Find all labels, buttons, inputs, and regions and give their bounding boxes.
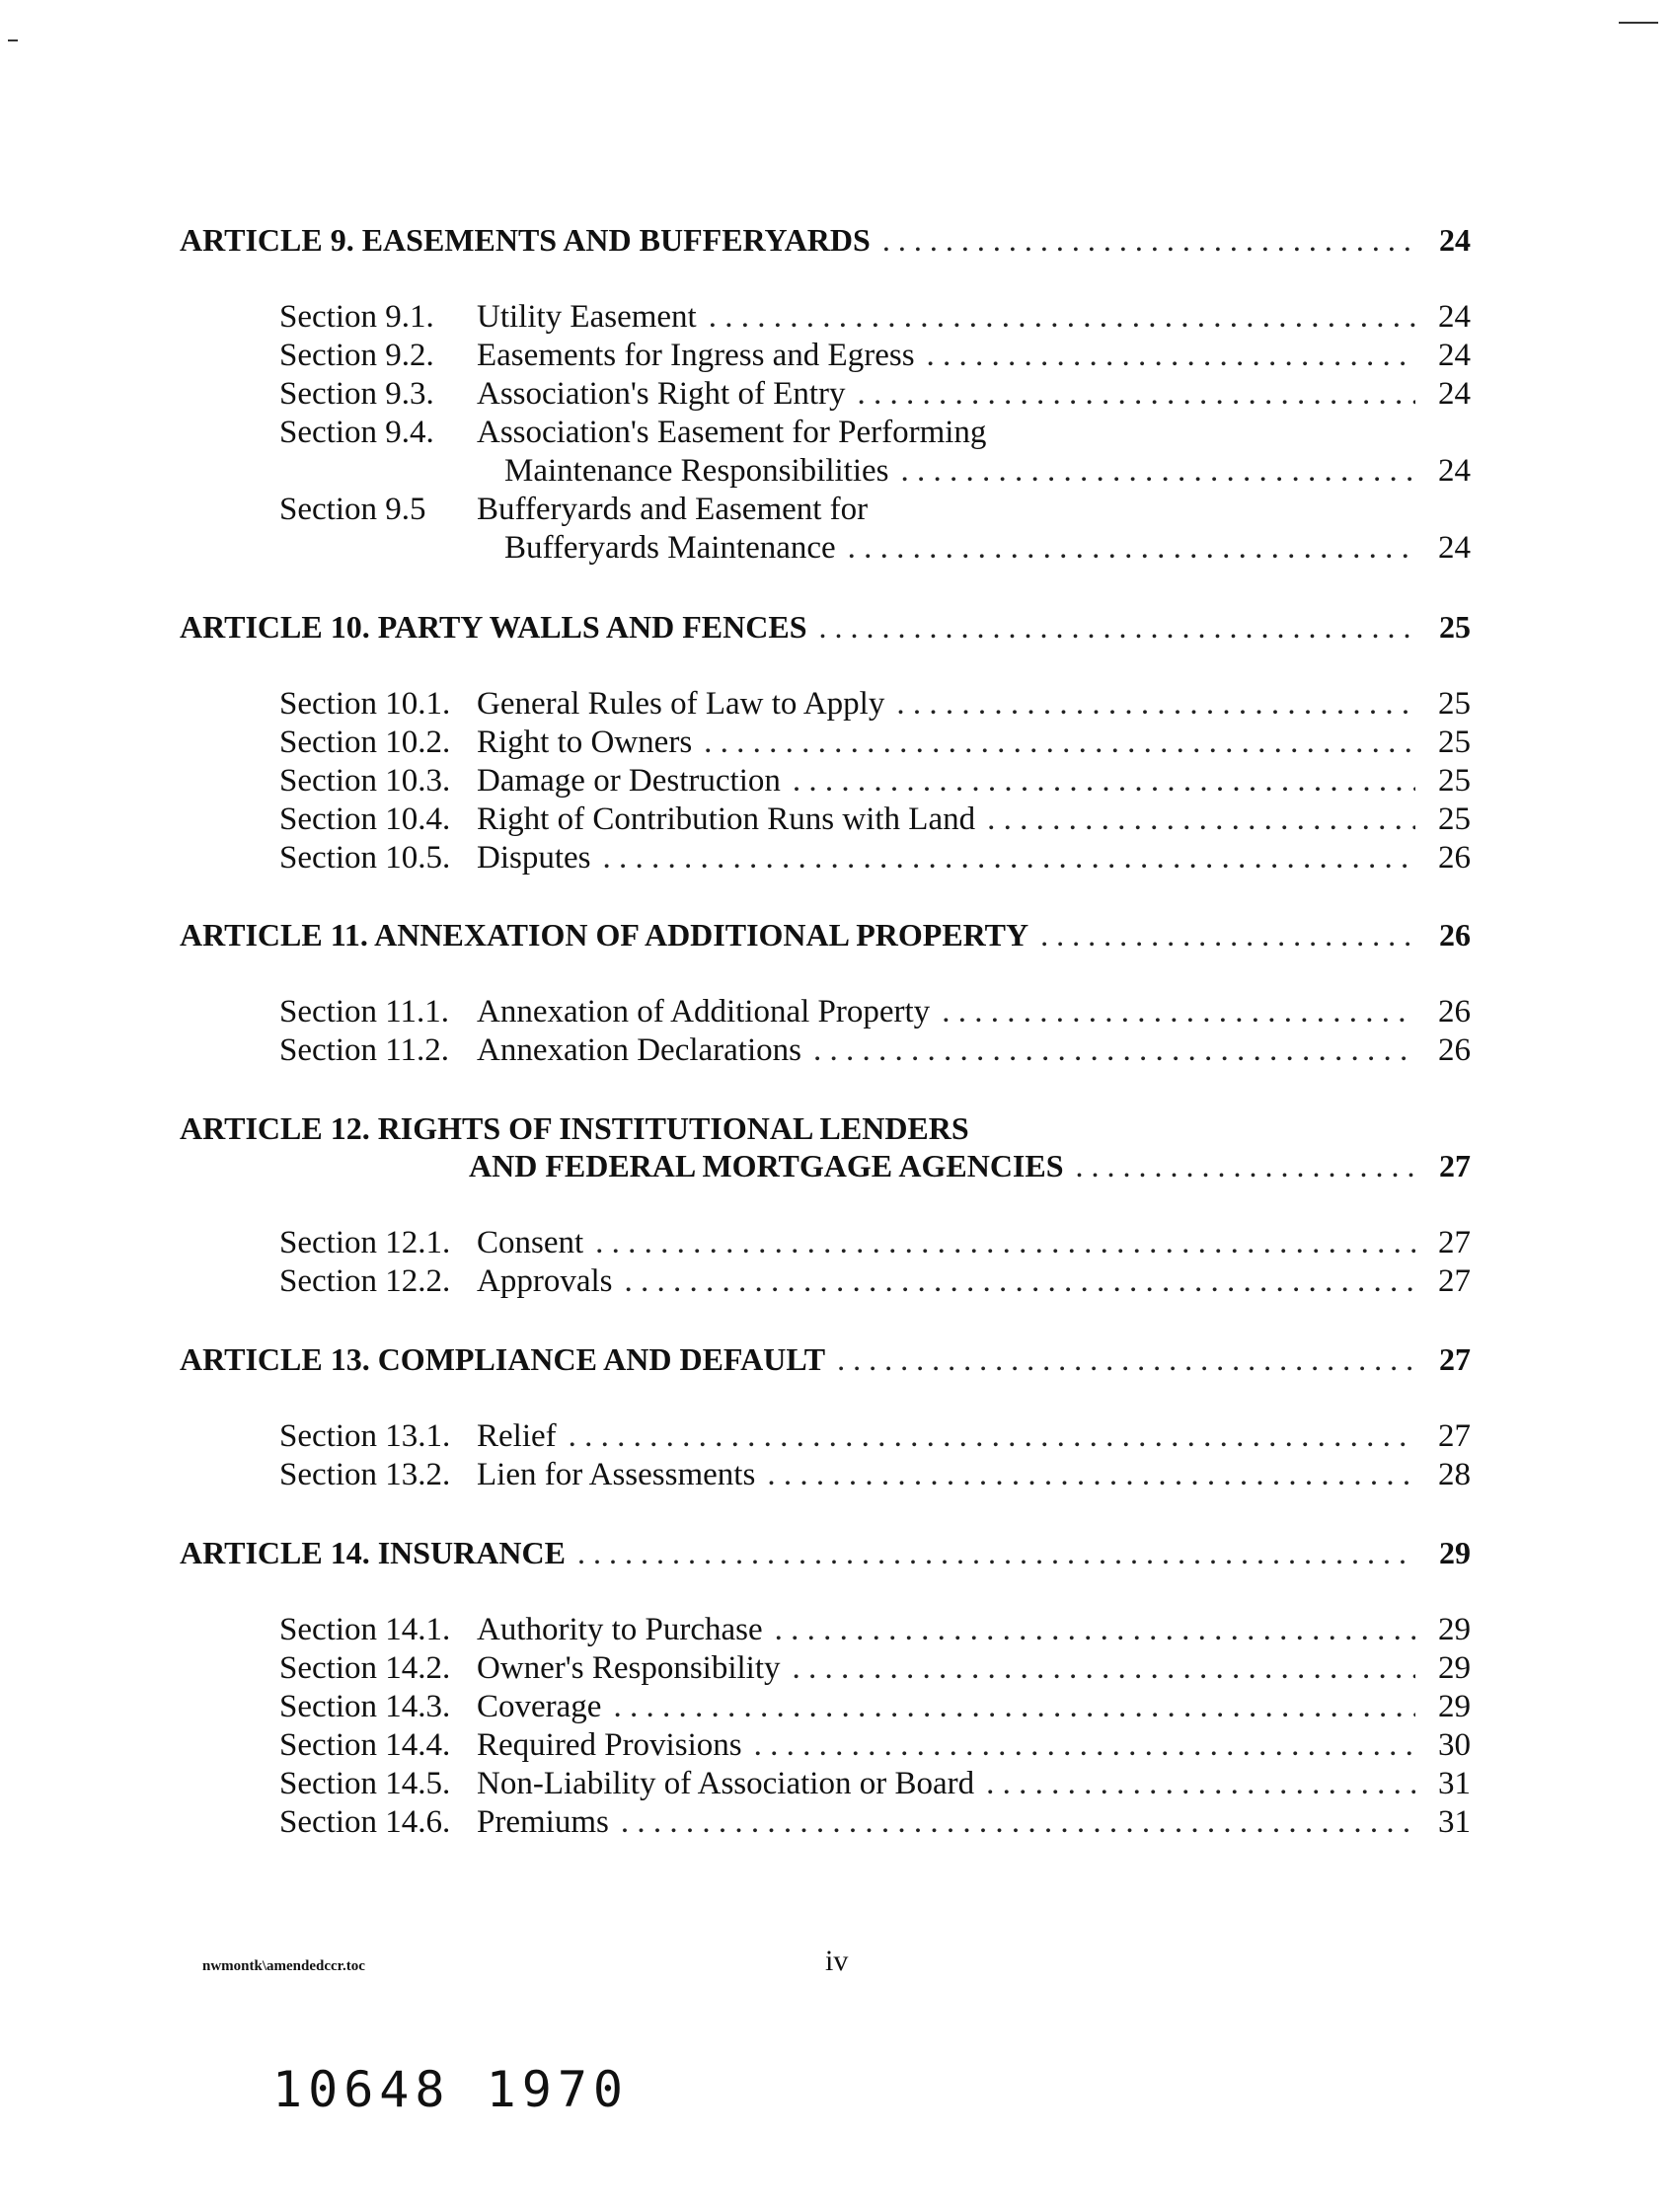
article-page-number: 24 (1439, 222, 1471, 258)
section-page-number: 25 (1438, 801, 1471, 837)
section-page-number: 31 (1438, 1804, 1471, 1840)
section-page-number: 25 (1438, 686, 1471, 722)
section-entry[interactable] (477, 993, 1471, 1030)
section-entry[interactable] (477, 1688, 1471, 1725)
section-page-number: 30 (1438, 1727, 1471, 1763)
section-title: Annexation Declarations (477, 1032, 801, 1068)
dot-leader (603, 839, 1416, 877)
section-number: Section 14.5. (279, 1766, 451, 1801)
section-entry[interactable] (477, 1611, 1471, 1648)
section-number: Section 13.2. (279, 1457, 451, 1492)
section-number: Section 14.6. (279, 1804, 451, 1840)
section-title: Authority to Purchase (477, 1612, 763, 1647)
recording-stamp: 10648 1970 (272, 2061, 630, 2118)
section-page-number: 24 (1438, 338, 1471, 373)
section-page-number: 24 (1438, 376, 1471, 412)
section-number: Section 14.3. (279, 1689, 451, 1724)
dot-leader (1076, 1147, 1415, 1184)
article-entry[interactable] (180, 1534, 1471, 1571)
dot-leader (577, 1534, 1415, 1571)
article-entry[interactable] (180, 221, 1471, 259)
section-entry[interactable] (477, 1803, 1471, 1841)
section-number: Section 10.3. (279, 763, 451, 799)
article-page-number: 27 (1439, 1148, 1471, 1183)
section-title: Disputes (477, 840, 591, 876)
dot-leader (848, 529, 1415, 567)
dot-leader (858, 375, 1415, 413)
section-title: Annexation of Additional Property (477, 994, 931, 1030)
section-number: Section 11.1. (279, 994, 450, 1030)
dot-leader (837, 1340, 1415, 1378)
section-title: Relief (477, 1418, 557, 1454)
section-title: Easements for Ingress and Egress (477, 338, 915, 373)
article-heading: ARTICLE 14. INSURANCE (180, 1535, 566, 1570)
article-heading: ARTICLE 11. ANNEXATION OF ADDITIONAL PROPERTY (180, 917, 1029, 953)
dot-leader (942, 993, 1415, 1030)
section-title: Association's Right of Entry (477, 376, 846, 412)
dot-leader (767, 1456, 1415, 1493)
section-page-number: 27 (1438, 1263, 1471, 1299)
section-entry[interactable] (504, 529, 1471, 567)
section-entry[interactable] (477, 762, 1471, 800)
section-title: Association's Easement for Performing (477, 415, 987, 450)
dot-leader (704, 724, 1415, 761)
section-title: Coverage (477, 1689, 602, 1724)
section-title-continued: Bufferyards Maintenance (504, 530, 836, 566)
section-entry[interactable] (477, 724, 1471, 761)
section-entry[interactable] (477, 1456, 1471, 1493)
dot-leader (986, 1765, 1415, 1802)
section-entry[interactable] (477, 1224, 1471, 1261)
section-number: Section 9.4. (279, 415, 434, 450)
section-entry[interactable] (477, 1417, 1471, 1455)
dot-leader (896, 685, 1415, 723)
dot-leader (793, 762, 1415, 800)
section-title: General Rules of Law to Apply (477, 686, 885, 722)
section-number: Section 14.4. (279, 1727, 451, 1763)
dot-leader (813, 1031, 1415, 1069)
section-page-number: 25 (1438, 763, 1471, 799)
dot-leader (882, 221, 1415, 259)
section-title: Consent (477, 1225, 584, 1260)
dot-leader (793, 1649, 1415, 1687)
section-page-number: 26 (1438, 840, 1471, 876)
article-page-number: 27 (1439, 1341, 1471, 1377)
article-heading: ARTICLE 9. EASEMENTS AND BUFFERYARDS (180, 222, 871, 258)
section-entry[interactable] (477, 298, 1471, 336)
scan-mark (8, 39, 18, 41)
article-entry[interactable] (180, 916, 1471, 953)
section-title: Owner's Responsibility (477, 1650, 781, 1686)
section-title: Damage or Destruction (477, 763, 781, 799)
section-title: Right to Owners (477, 725, 693, 760)
section-number: Section 10.2. (279, 725, 451, 760)
dot-leader (709, 298, 1415, 336)
article-page-number: 25 (1439, 609, 1471, 645)
section-entry[interactable] (477, 1031, 1471, 1069)
article-heading: ARTICLE 13. COMPLIANCE AND DEFAULT (180, 1341, 826, 1377)
section-page-number: 28 (1438, 1457, 1471, 1492)
section-entry[interactable] (477, 1649, 1471, 1687)
section-entry[interactable] (504, 452, 1471, 490)
section-title: Bufferyards and Easement for (477, 492, 869, 527)
section-number: Section 9.5 (279, 492, 426, 527)
article-page-number: 29 (1439, 1535, 1471, 1570)
dot-leader (754, 1726, 1415, 1764)
section-number: Section 12.2. (279, 1263, 451, 1299)
article-heading: ARTICLE 10. PARTY WALLS AND FENCES (180, 609, 807, 645)
section-page-number: 26 (1438, 994, 1471, 1030)
dot-leader (901, 452, 1415, 490)
section-title: Right of Contribution Runs with Land (477, 801, 976, 837)
footer-file-reference: nwmontk\amendedccr.toc (202, 1958, 365, 1974)
section-title: Lien for Assessments (477, 1457, 756, 1492)
section-title-continued: Maintenance Responsibilities (504, 453, 889, 489)
article-page-number: 26 (1439, 917, 1471, 953)
dot-leader (927, 337, 1415, 374)
dot-leader (987, 801, 1415, 838)
section-page-number: 24 (1438, 453, 1471, 489)
section-page-number: 29 (1438, 1650, 1471, 1686)
section-entry[interactable] (477, 1262, 1471, 1300)
article-entry[interactable] (180, 608, 1471, 646)
scan-mark (1619, 22, 1658, 24)
dot-leader (775, 1611, 1415, 1648)
article-entry[interactable] (180, 1340, 1471, 1378)
section-number: Section 14.1. (279, 1612, 451, 1647)
section-title: Utility Easement (477, 299, 697, 335)
section-entry[interactable] (477, 1765, 1471, 1802)
dot-leader (819, 608, 1416, 646)
section-page-number: 27 (1438, 1225, 1471, 1260)
section-page-number: 31 (1438, 1766, 1471, 1801)
dot-leader (613, 1688, 1415, 1725)
section-entry[interactable] (477, 685, 1471, 723)
section-title: Non-Liability of Association or Board (477, 1766, 975, 1801)
section-entry[interactable] (477, 1726, 1471, 1764)
section-title: Required Provisions (477, 1727, 742, 1763)
section-page-number: 29 (1438, 1612, 1471, 1647)
section-title: Premiums (477, 1804, 609, 1840)
section-page-number: 29 (1438, 1689, 1471, 1724)
section-number: Section 13.1. (279, 1418, 451, 1454)
section-title: Approvals (477, 1263, 613, 1299)
section-number: Section 10.5. (279, 840, 451, 876)
section-number: Section 10.1. (279, 686, 451, 722)
dot-leader (595, 1224, 1415, 1261)
section-number: Section 14.2. (279, 1650, 451, 1686)
section-entry[interactable] (477, 839, 1471, 877)
section-number: Section 12.1. (279, 1225, 451, 1260)
dot-leader (621, 1803, 1415, 1841)
section-page-number: 24 (1438, 299, 1471, 335)
section-number: Section 10.4. (279, 801, 451, 837)
section-number: Section 9.3. (279, 376, 434, 412)
section-number: Section 9.1. (279, 299, 434, 335)
article-heading-continued: AND FEDERAL MORTGAGE AGENCIES (469, 1148, 1064, 1183)
section-page-number: 25 (1438, 725, 1471, 760)
section-number: Section 9.2. (279, 338, 434, 373)
dot-leader (569, 1417, 1415, 1455)
section-page-number: 26 (1438, 1032, 1471, 1068)
section-number: Section 11.2. (279, 1032, 450, 1068)
footer-page-number: iv (825, 1945, 849, 1977)
article-entry[interactable] (469, 1147, 1471, 1184)
section-entry[interactable] (477, 375, 1471, 413)
article-heading: ARTICLE 12. RIGHTS OF INSTITUTIONAL LENDERS (180, 1110, 969, 1146)
section-entry[interactable] (477, 337, 1471, 374)
section-page-number: 24 (1438, 530, 1471, 566)
dot-leader (1040, 916, 1415, 953)
section-entry[interactable] (477, 801, 1471, 838)
section-page-number: 27 (1438, 1418, 1471, 1454)
dot-leader (624, 1262, 1415, 1300)
